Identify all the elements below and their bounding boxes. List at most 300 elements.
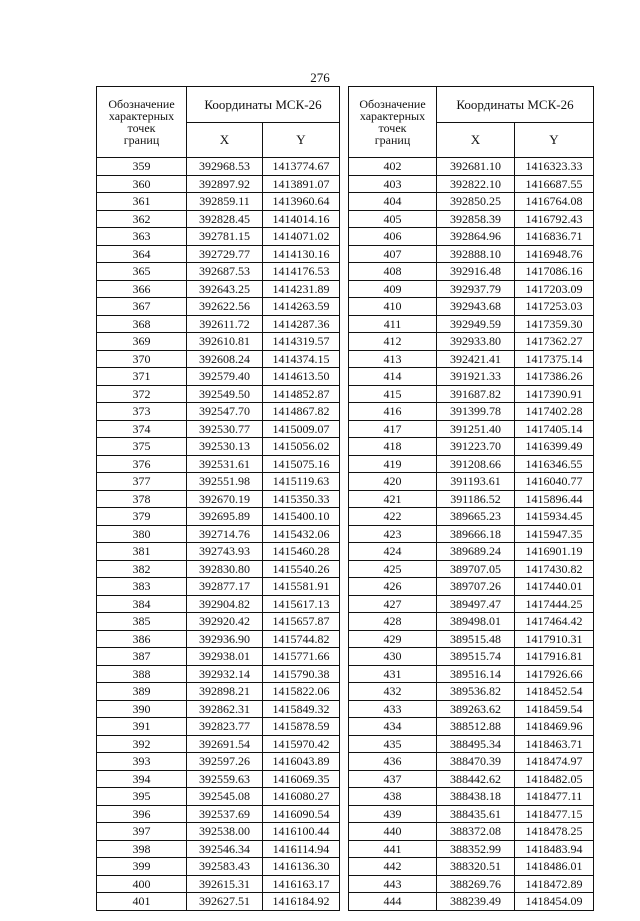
point-number-cell: 441 bbox=[349, 840, 437, 858]
point-number-cell: 382 bbox=[97, 560, 187, 578]
point-number-cell: 406 bbox=[349, 228, 437, 246]
table-row bbox=[97, 630, 340, 648]
table-row bbox=[349, 228, 594, 246]
point-number-cell: 384 bbox=[97, 595, 187, 613]
point-number-cell: 373 bbox=[97, 403, 187, 421]
x-coordinate-cell: 392822.10 bbox=[437, 175, 515, 193]
x-coordinate-cell: 389516.14 bbox=[437, 665, 515, 683]
y-coordinate-cell: 1417444.25 bbox=[515, 595, 594, 613]
table-row bbox=[97, 595, 340, 613]
point-number-cell: 372 bbox=[97, 385, 187, 403]
table-row bbox=[349, 473, 594, 491]
point-number-cell: 444 bbox=[349, 893, 437, 911]
table-row bbox=[349, 893, 594, 911]
y-coordinate-cell: 1415878.59 bbox=[263, 718, 340, 736]
point-number-cell: 438 bbox=[349, 788, 437, 806]
point-number-cell: 368 bbox=[97, 315, 187, 333]
x-coordinate-cell: 392888.10 bbox=[437, 245, 515, 263]
point-number-cell: 416 bbox=[349, 403, 437, 421]
table-row bbox=[97, 158, 340, 176]
y-coordinate-cell: 1416114.94 bbox=[263, 840, 340, 858]
point-number-cell: 381 bbox=[97, 543, 187, 561]
point-number-cell: 423 bbox=[349, 525, 437, 543]
point-number-cell: 383 bbox=[97, 578, 187, 596]
x-coordinate-cell: 392936.90 bbox=[187, 630, 263, 648]
table-row bbox=[349, 840, 594, 858]
x-coordinate-cell: 392549.50 bbox=[187, 385, 263, 403]
point-number-cell: 434 bbox=[349, 718, 437, 736]
x-coordinate-cell: 391193.61 bbox=[437, 473, 515, 491]
y-coordinate-cell: 1415119.63 bbox=[263, 473, 340, 491]
x-coordinate-cell: 392729.77 bbox=[187, 245, 263, 263]
x-coordinate-cell: 392933.80 bbox=[437, 333, 515, 351]
y-coordinate-cell: 1418472.89 bbox=[515, 875, 594, 893]
y-coordinate-cell: 1414130.16 bbox=[263, 245, 340, 263]
x-coordinate-cell: 388495.34 bbox=[437, 735, 515, 753]
table-row bbox=[349, 560, 594, 578]
point-number-cell: 391 bbox=[97, 718, 187, 736]
header-line: характерных bbox=[359, 109, 426, 123]
point-number-cell: 437 bbox=[349, 770, 437, 788]
y-coordinate-cell: 1414319.57 bbox=[263, 333, 340, 351]
table-row bbox=[97, 420, 340, 438]
table-row bbox=[349, 193, 594, 211]
table-row bbox=[97, 508, 340, 526]
y-coordinate-cell: 1416399.49 bbox=[515, 438, 594, 456]
x-coordinate-cell: 388269.76 bbox=[437, 875, 515, 893]
point-number-cell: 400 bbox=[97, 875, 187, 893]
table-row bbox=[97, 683, 340, 701]
table-row bbox=[349, 368, 594, 386]
point-number-cell: 390 bbox=[97, 700, 187, 718]
coordinates-group-header: Координаты МСК-26 bbox=[437, 87, 594, 123]
x-coordinate-cell: 392920.42 bbox=[187, 613, 263, 631]
point-number-cell: 409 bbox=[349, 280, 437, 298]
y-coordinate-cell: 1418486.01 bbox=[515, 858, 594, 876]
table-row bbox=[97, 560, 340, 578]
header-line: Обозначение bbox=[359, 97, 426, 111]
point-number-cell: 367 bbox=[97, 298, 187, 316]
y-coordinate-cell: 1416163.17 bbox=[263, 875, 340, 893]
x-coordinate-cell: 392938.01 bbox=[187, 648, 263, 666]
point-number-cell: 418 bbox=[349, 438, 437, 456]
table-row bbox=[349, 805, 594, 823]
y-coordinate-cell: 1416323.33 bbox=[515, 158, 594, 176]
point-number-cell: 427 bbox=[349, 595, 437, 613]
y-coordinate-cell: 1415540.26 bbox=[263, 560, 340, 578]
table-row bbox=[97, 490, 340, 508]
point-number-cell: 386 bbox=[97, 630, 187, 648]
point-number-cell: 369 bbox=[97, 333, 187, 351]
x-coordinate-cell: 392937.79 bbox=[437, 280, 515, 298]
table-row bbox=[97, 665, 340, 683]
y-coordinate-cell: 1418483.94 bbox=[515, 840, 594, 858]
header-line: точек bbox=[378, 121, 407, 135]
table-row bbox=[97, 315, 340, 333]
x-coordinate-cell: 392597.26 bbox=[187, 753, 263, 771]
y-header: Y bbox=[263, 123, 340, 158]
point-number-cell: 440 bbox=[349, 823, 437, 841]
y-coordinate-cell: 1416792.43 bbox=[515, 210, 594, 228]
table-row bbox=[97, 700, 340, 718]
table-row bbox=[349, 543, 594, 561]
y-coordinate-cell: 1417402.28 bbox=[515, 403, 594, 421]
y-coordinate-cell: 1416764.08 bbox=[515, 193, 594, 211]
y-coordinate-cell: 1417440.01 bbox=[515, 578, 594, 596]
y-coordinate-cell: 1415790.38 bbox=[263, 665, 340, 683]
x-coordinate-cell: 392877.17 bbox=[187, 578, 263, 596]
table-row bbox=[97, 770, 340, 788]
x-coordinate-cell: 391186.52 bbox=[437, 490, 515, 508]
table-row bbox=[349, 770, 594, 788]
y-coordinate-cell: 1416043.89 bbox=[263, 753, 340, 771]
y-coordinate-cell: 1417359.30 bbox=[515, 315, 594, 333]
x-coordinate-cell: 391921.33 bbox=[437, 368, 515, 386]
table-row bbox=[349, 490, 594, 508]
y-coordinate-cell: 1416080.27 bbox=[263, 788, 340, 806]
x-coordinate-cell: 392551.98 bbox=[187, 473, 263, 491]
y-coordinate-cell: 1417405.14 bbox=[515, 420, 594, 438]
y-coordinate-cell: 1417253.03 bbox=[515, 298, 594, 316]
y-coordinate-cell: 1415009.07 bbox=[263, 420, 340, 438]
y-coordinate-cell: 1413891.07 bbox=[263, 175, 340, 193]
point-number-cell: 407 bbox=[349, 245, 437, 263]
x-coordinate-cell: 392643.25 bbox=[187, 280, 263, 298]
point-number-cell: 412 bbox=[349, 333, 437, 351]
table-row bbox=[349, 403, 594, 421]
x-coordinate-cell: 392943.68 bbox=[437, 298, 515, 316]
y-coordinate-cell: 1414071.02 bbox=[263, 228, 340, 246]
y-coordinate-cell: 1415460.28 bbox=[263, 543, 340, 561]
point-number-cell: 378 bbox=[97, 490, 187, 508]
x-coordinate-cell: 391399.78 bbox=[437, 403, 515, 421]
point-number-cell: 395 bbox=[97, 788, 187, 806]
point-number-cell: 410 bbox=[349, 298, 437, 316]
table-row bbox=[349, 333, 594, 351]
table-row bbox=[97, 823, 340, 841]
x-coordinate-cell: 389707.05 bbox=[437, 560, 515, 578]
x-coordinate-cell: 392695.89 bbox=[187, 508, 263, 526]
x-coordinate-cell: 392714.76 bbox=[187, 525, 263, 543]
table-row bbox=[349, 595, 594, 613]
y-coordinate-cell: 1414867.82 bbox=[263, 403, 340, 421]
point-number-cell: 361 bbox=[97, 193, 187, 211]
point-number-cell: 392 bbox=[97, 735, 187, 753]
table-body bbox=[97, 158, 340, 911]
x-coordinate-cell: 392538.00 bbox=[187, 823, 263, 841]
table-row bbox=[97, 893, 340, 911]
y-coordinate-cell: 1415849.32 bbox=[263, 700, 340, 718]
point-number-cell: 426 bbox=[349, 578, 437, 596]
point-label-header bbox=[349, 87, 437, 158]
page-number: 276 bbox=[310, 70, 330, 85]
y-coordinate-cell: 1415970.42 bbox=[263, 735, 340, 753]
y-coordinate-cell: 1415350.33 bbox=[263, 490, 340, 508]
table-row bbox=[349, 350, 594, 368]
y-coordinate-cell: 1418459.54 bbox=[515, 700, 594, 718]
point-number-cell: 375 bbox=[97, 438, 187, 456]
x-coordinate-cell: 392858.39 bbox=[437, 210, 515, 228]
y-coordinate-cell: 1414014.16 bbox=[263, 210, 340, 228]
y-coordinate-cell: 1418474.97 bbox=[515, 753, 594, 771]
point-number-cell: 402 bbox=[349, 158, 437, 176]
x-coordinate-cell: 389515.74 bbox=[437, 648, 515, 666]
point-number-cell: 365 bbox=[97, 263, 187, 281]
x-coordinate-cell: 392583.43 bbox=[187, 858, 263, 876]
x-coordinate-cell: 392916.48 bbox=[437, 263, 515, 281]
x-coordinate-cell: 392545.08 bbox=[187, 788, 263, 806]
point-number-cell: 363 bbox=[97, 228, 187, 246]
point-number-cell: 380 bbox=[97, 525, 187, 543]
y-coordinate-cell: 1417203.09 bbox=[515, 280, 594, 298]
x-coordinate-cell: 392850.25 bbox=[437, 193, 515, 211]
y-coordinate-cell: 1414287.36 bbox=[263, 315, 340, 333]
x-coordinate-cell: 392531.61 bbox=[187, 455, 263, 473]
table-row bbox=[349, 385, 594, 403]
x-coordinate-cell: 392859.11 bbox=[187, 193, 263, 211]
y-coordinate-cell: 1415744.82 bbox=[263, 630, 340, 648]
x-coordinate-cell: 392898.21 bbox=[187, 683, 263, 701]
y-coordinate-cell: 1416069.35 bbox=[263, 770, 340, 788]
point-number-cell: 430 bbox=[349, 648, 437, 666]
x-coordinate-cell: 392897.92 bbox=[187, 175, 263, 193]
x-coordinate-cell: 389689.24 bbox=[437, 543, 515, 561]
table-row bbox=[349, 648, 594, 666]
table-row bbox=[97, 280, 340, 298]
table-row bbox=[97, 368, 340, 386]
table-row bbox=[97, 525, 340, 543]
x-coordinate-cell: 392530.13 bbox=[187, 438, 263, 456]
x-coordinate-cell: 392547.70 bbox=[187, 403, 263, 421]
y-coordinate-cell: 1417390.91 bbox=[515, 385, 594, 403]
y-coordinate-cell: 1418452.54 bbox=[515, 683, 594, 701]
point-number-cell: 364 bbox=[97, 245, 187, 263]
x-coordinate-cell: 391251.40 bbox=[437, 420, 515, 438]
x-coordinate-cell: 392828.45 bbox=[187, 210, 263, 228]
point-number-cell: 414 bbox=[349, 368, 437, 386]
table-row bbox=[349, 683, 594, 701]
x-coordinate-cell: 388435.61 bbox=[437, 805, 515, 823]
point-number-cell: 401 bbox=[97, 893, 187, 911]
table-row bbox=[97, 805, 340, 823]
table-row bbox=[349, 718, 594, 736]
x-coordinate-cell: 392615.31 bbox=[187, 875, 263, 893]
x-coordinate-cell: 392781.15 bbox=[187, 228, 263, 246]
x-coordinate-cell: 392608.24 bbox=[187, 350, 263, 368]
point-number-cell: 432 bbox=[349, 683, 437, 701]
y-coordinate-cell: 1416948.76 bbox=[515, 245, 594, 263]
table-row bbox=[97, 858, 340, 876]
table-row bbox=[97, 385, 340, 403]
y-coordinate-cell: 1416090.54 bbox=[263, 805, 340, 823]
y-coordinate-cell: 1418478.25 bbox=[515, 823, 594, 841]
table-row bbox=[97, 228, 340, 246]
table-row bbox=[97, 350, 340, 368]
x-coordinate-cell: 388470.39 bbox=[437, 753, 515, 771]
point-number-cell: 371 bbox=[97, 368, 187, 386]
point-number-cell: 442 bbox=[349, 858, 437, 876]
y-coordinate-cell: 1414374.15 bbox=[263, 350, 340, 368]
x-coordinate-cell: 388442.62 bbox=[437, 770, 515, 788]
y-coordinate-cell: 1415657.87 bbox=[263, 613, 340, 631]
table-row bbox=[97, 473, 340, 491]
x-coordinate-cell: 389263.62 bbox=[437, 700, 515, 718]
y-coordinate-cell: 1418477.11 bbox=[515, 788, 594, 806]
x-coordinate-cell: 392862.31 bbox=[187, 700, 263, 718]
coordinates-table-right bbox=[348, 86, 594, 911]
x-coordinate-cell: 392743.93 bbox=[187, 543, 263, 561]
point-number-cell: 429 bbox=[349, 630, 437, 648]
table-row bbox=[349, 158, 594, 176]
x-coordinate-cell: 388438.18 bbox=[437, 788, 515, 806]
table-row bbox=[349, 578, 594, 596]
point-number-cell: 421 bbox=[349, 490, 437, 508]
table-row bbox=[349, 735, 594, 753]
y-coordinate-cell: 1414852.87 bbox=[263, 385, 340, 403]
x-coordinate-cell: 392579.40 bbox=[187, 368, 263, 386]
x-coordinate-cell: 388372.08 bbox=[437, 823, 515, 841]
point-number-cell: 398 bbox=[97, 840, 187, 858]
table-row bbox=[97, 175, 340, 193]
table-row bbox=[349, 245, 594, 263]
header-line: точек bbox=[127, 121, 156, 135]
x-coordinate-cell: 389536.82 bbox=[437, 683, 515, 701]
x-coordinate-cell: 389666.18 bbox=[437, 525, 515, 543]
x-coordinate-cell: 392904.82 bbox=[187, 595, 263, 613]
y-coordinate-cell: 1415896.44 bbox=[515, 490, 594, 508]
table-row bbox=[97, 718, 340, 736]
table-row bbox=[97, 193, 340, 211]
point-number-cell: 415 bbox=[349, 385, 437, 403]
y-coordinate-cell: 1416687.55 bbox=[515, 175, 594, 193]
y-coordinate-cell: 1416901.19 bbox=[515, 543, 594, 561]
point-number-cell: 397 bbox=[97, 823, 187, 841]
point-number-cell: 366 bbox=[97, 280, 187, 298]
table-row bbox=[349, 875, 594, 893]
y-coordinate-cell: 1417910.31 bbox=[515, 630, 594, 648]
point-number-cell: 359 bbox=[97, 158, 187, 176]
y-coordinate-cell: 1415432.06 bbox=[263, 525, 340, 543]
table-row bbox=[97, 438, 340, 456]
table-row bbox=[349, 438, 594, 456]
point-number-cell: 377 bbox=[97, 473, 187, 491]
point-number-cell: 417 bbox=[349, 420, 437, 438]
table-row bbox=[97, 788, 340, 806]
x-coordinate-cell: 392611.72 bbox=[187, 315, 263, 333]
table-row bbox=[349, 263, 594, 281]
table-row bbox=[349, 280, 594, 298]
point-number-cell: 387 bbox=[97, 648, 187, 666]
table-row bbox=[349, 665, 594, 683]
y-coordinate-cell: 1417430.82 bbox=[515, 560, 594, 578]
x-coordinate-cell: 388352.99 bbox=[437, 840, 515, 858]
table-row bbox=[349, 613, 594, 631]
y-coordinate-cell: 1413960.64 bbox=[263, 193, 340, 211]
y-coordinate-cell: 1415617.13 bbox=[263, 595, 340, 613]
point-number-cell: 422 bbox=[349, 508, 437, 526]
point-number-cell: 435 bbox=[349, 735, 437, 753]
y-coordinate-cell: 1418454.09 bbox=[515, 893, 594, 911]
x-coordinate-cell: 389498.01 bbox=[437, 613, 515, 631]
x-coordinate-cell: 392546.34 bbox=[187, 840, 263, 858]
table-row bbox=[97, 403, 340, 421]
point-number-cell: 425 bbox=[349, 560, 437, 578]
point-number-cell: 424 bbox=[349, 543, 437, 561]
x-coordinate-cell: 391223.70 bbox=[437, 438, 515, 456]
point-number-cell: 374 bbox=[97, 420, 187, 438]
table-row bbox=[349, 455, 594, 473]
coordinates-table-left bbox=[96, 86, 340, 911]
x-coordinate-cell: 391687.82 bbox=[437, 385, 515, 403]
y-coordinate-cell: 1414263.59 bbox=[263, 298, 340, 316]
x-coordinate-cell: 392610.81 bbox=[187, 333, 263, 351]
table-row bbox=[349, 525, 594, 543]
x-coordinate-cell: 392627.51 bbox=[187, 893, 263, 911]
table-row bbox=[349, 508, 594, 526]
y-coordinate-cell: 1415934.45 bbox=[515, 508, 594, 526]
point-number-cell: 399 bbox=[97, 858, 187, 876]
x-coordinate-cell: 392949.59 bbox=[437, 315, 515, 333]
x-coordinate-cell: 392421.41 bbox=[437, 350, 515, 368]
y-coordinate-cell: 1416836.71 bbox=[515, 228, 594, 246]
x-coordinate-cell: 392823.77 bbox=[187, 718, 263, 736]
table-row bbox=[349, 298, 594, 316]
header-line: границ bbox=[374, 133, 411, 147]
y-coordinate-cell: 1417375.14 bbox=[515, 350, 594, 368]
x-coordinate-cell: 392559.63 bbox=[187, 770, 263, 788]
point-number-cell: 436 bbox=[349, 753, 437, 771]
x-coordinate-cell: 392691.54 bbox=[187, 735, 263, 753]
y-coordinate-cell: 1415056.02 bbox=[263, 438, 340, 456]
x-header: X bbox=[437, 123, 515, 158]
y-coordinate-cell: 1417086.16 bbox=[515, 263, 594, 281]
y-coordinate-cell: 1415947.35 bbox=[515, 525, 594, 543]
x-coordinate-cell: 388239.49 bbox=[437, 893, 515, 911]
point-number-cell: 431 bbox=[349, 665, 437, 683]
y-coordinate-cell: 1416346.55 bbox=[515, 455, 594, 473]
point-number-cell: 420 bbox=[349, 473, 437, 491]
point-number-cell: 388 bbox=[97, 665, 187, 683]
x-coordinate-cell: 392968.53 bbox=[187, 158, 263, 176]
table-body bbox=[349, 158, 594, 911]
table-row bbox=[97, 543, 340, 561]
point-number-cell: 403 bbox=[349, 175, 437, 193]
point-number-cell: 405 bbox=[349, 210, 437, 228]
y-coordinate-cell: 1415771.66 bbox=[263, 648, 340, 666]
y-coordinate-cell: 1414176.53 bbox=[263, 263, 340, 281]
table-row bbox=[349, 315, 594, 333]
table-row bbox=[97, 455, 340, 473]
y-coordinate-cell: 1417362.27 bbox=[515, 333, 594, 351]
point-number-cell: 408 bbox=[349, 263, 437, 281]
table-row bbox=[97, 753, 340, 771]
y-coordinate-cell: 1416184.92 bbox=[263, 893, 340, 911]
point-number-cell: 385 bbox=[97, 613, 187, 631]
table-row bbox=[97, 263, 340, 281]
table-row bbox=[349, 858, 594, 876]
y-coordinate-cell: 1418469.96 bbox=[515, 718, 594, 736]
table-row bbox=[349, 753, 594, 771]
table-row bbox=[97, 613, 340, 631]
x-coordinate-cell: 392864.96 bbox=[437, 228, 515, 246]
point-number-cell: 433 bbox=[349, 700, 437, 718]
point-number-cell: 370 bbox=[97, 350, 187, 368]
point-number-cell: 396 bbox=[97, 805, 187, 823]
y-coordinate-cell: 1418463.71 bbox=[515, 735, 594, 753]
y-coordinate-cell: 1414613.50 bbox=[263, 368, 340, 386]
y-coordinate-cell: 1417386.26 bbox=[515, 368, 594, 386]
table-row bbox=[97, 298, 340, 316]
